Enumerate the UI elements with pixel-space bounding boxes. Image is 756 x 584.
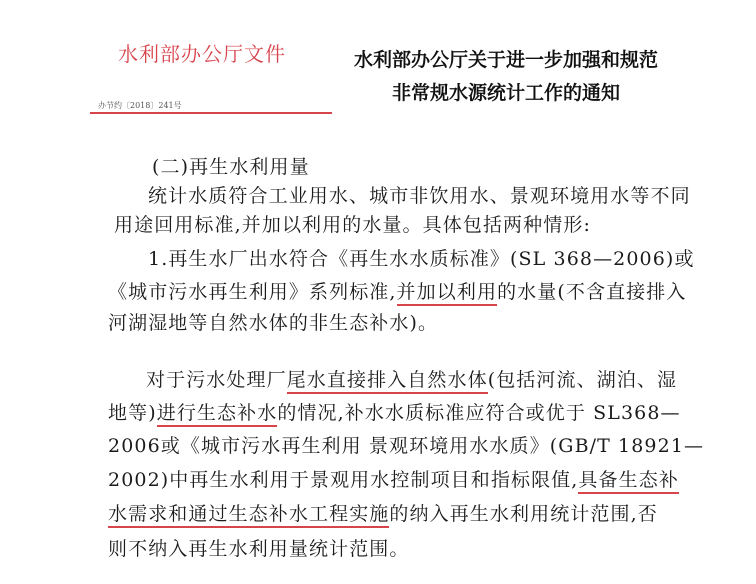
underlined-text: 具备生态补 (578, 469, 679, 494)
underlined-text: 并加以利用 (397, 281, 498, 306)
notice-title-line-2: 非常规水源统计工作的通知 (391, 82, 620, 104)
paragraph-line: 2006或《城市污水再生利用 景观环境用水水质》(GB/T 18921— (108, 435, 705, 457)
list-item-line: 河湖湿地等自然水体的非生态补水)。 (108, 312, 439, 334)
text-segment: 地等) (108, 402, 157, 424)
text-segment: 2002)中再生水利用于景观用水控制项目和指标限值, (108, 469, 579, 491)
paragraph-line: 用途回用标准,并加以利用的水量。具体包括两种情形: (114, 214, 591, 236)
underlined-text: 进行生态补水 (157, 402, 278, 427)
document-number: 办节约〔2018〕241号 (98, 101, 182, 110)
text-segment: 对于污水处理厂 (146, 369, 287, 391)
text-segment: 的情况,补水水质标准应符合或优于 SL368— (277, 402, 681, 424)
text-segment: (包括河流、湖泊、湿 (487, 369, 678, 391)
red-heading: 水利部办公厅文件 (118, 42, 286, 66)
underlined-text: 尾水直接排入自然水体 (287, 369, 488, 394)
paragraph-line (146, 368, 677, 392)
notice-title-line-1: 水利部办公厅关于进一步加强和规范 (353, 49, 658, 71)
section-heading: (二)再生水利用量 (152, 156, 310, 178)
paragraph-line (108, 401, 681, 425)
underlined-text: 水需求和通过生态补水工程实施 (108, 503, 389, 528)
list-item-line (108, 280, 686, 304)
text-segment: 的纳入再生水利用统计范围,否 (389, 503, 658, 525)
text-segment: 的水量(不含直接排入 (497, 281, 687, 303)
text-segment: 《城市污水再生利用》系列标准, (108, 281, 397, 303)
paragraph-line (108, 468, 679, 492)
red-divider-line (90, 112, 332, 114)
notice-title (336, 44, 676, 110)
paragraph-line (108, 502, 658, 526)
list-item-line: 1.再生水厂出水符合《再生水水质标准》(SL 368—2006)或 (148, 248, 695, 270)
paragraph-line: 则不纳入再生水利用量统计范围。 (108, 538, 410, 560)
paragraph-line: 统计水质符合工业用水、城市非饮用水、景观环境用水等不同 (148, 185, 691, 207)
red-header-block (118, 38, 328, 67)
